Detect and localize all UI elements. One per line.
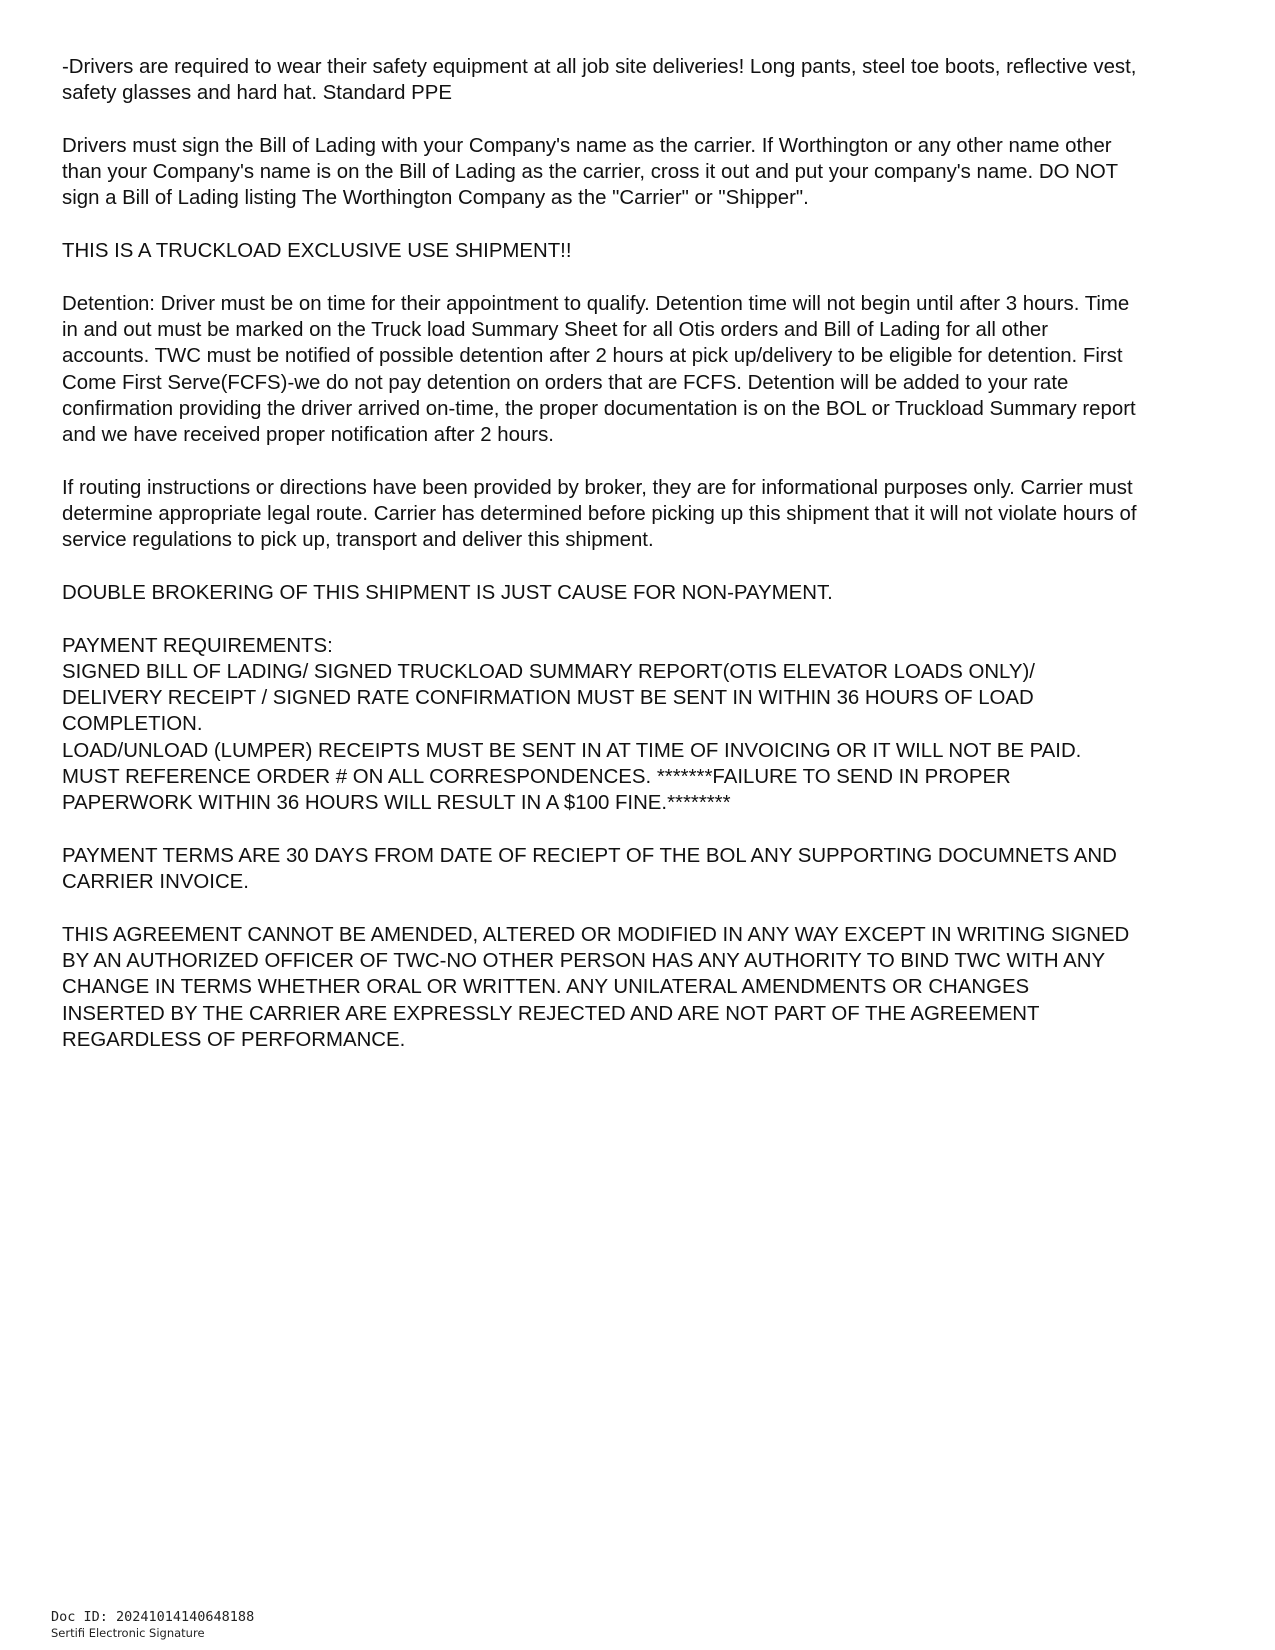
text-line: CARRIER INVOICE. [62, 871, 249, 894]
text-line: LOAD/UNLOAD (LUMPER) RECEIPTS MUST BE SENT IN AT TIME OF INVOICING OR IT WILL NOT BE PAID. [62, 739, 1082, 762]
text-line: Detention: Driver must be on time for their appointment to qualify. Detention time will not begin until after 3 hours. Time [62, 292, 1130, 315]
text-line: service regulations to pick up, transport and deliver this shipment. [62, 529, 654, 552]
text-line: If routing instructions or directions have been provided by broker, they are for informational purposes only. Carrier must [62, 476, 1133, 499]
text-line: Drivers must sign the Bill of Lading with your Company's name as the carrier. If Worthington or any other name other [62, 134, 1112, 157]
text-line: SIGNED BILL OF LADING/ SIGNED TRUCKLOAD SUMMARY REPORT(OTIS ELEVATOR LOADS ONLY)/ [62, 660, 1035, 683]
paragraph-exclusive-use [62, 238, 1222, 264]
text-line: than your Company's name is on the Bill of Lading as the carrier, cross it out and put your company's name. DO NOT [62, 161, 1119, 184]
text-line: DELIVERY RECEIPT / SIGNED RATE CONFIRMATION MUST BE SENT IN WITHIN 36 HOURS OF LOAD [62, 687, 1034, 710]
text-line: accounts. TWC must be notified of possible detention after 2 hours at pick up/delivery to be eligible for detention. First [62, 345, 1123, 368]
text-line: in and out must be marked on the Truck load Summary Sheet for all Otis orders and Bill of Lading for all other [62, 318, 1049, 341]
text-line: PAPERWORK WITHIN 36 HOURS WILL RESULT IN A $100 FINE.******** [62, 792, 731, 815]
text-line: PAYMENT TERMS ARE 30 DAYS FROM DATE OF RECIEPT OF THE BOL ANY SUPPORTING DOCUMNETS AND [62, 844, 1117, 867]
text-line: safety glasses and hard hat. Standard PPE [62, 82, 452, 105]
text-line: THIS IS A TRUCKLOAD EXCLUSIVE USE SHIPMENT!! [62, 240, 572, 263]
text-line: Come First Serve(FCFS)-we do not pay detention on orders that are FCFS. Detention will be added to your rate [62, 371, 1069, 394]
text-line: MUST REFERENCE ORDER # ON ALL CORRESPONDENCES. *******FAILURE TO SEND IN PROPER [62, 766, 1011, 789]
paragraph-bill-of-lading [62, 133, 1222, 212]
signature-provider: Sertifi Electronic Signature [51, 1626, 205, 1640]
text-line: sign a Bill of Lading listing The Worthington Company as the "Carrier" or "Shipper". [62, 187, 809, 210]
paragraph-double-brokering [62, 580, 1222, 606]
paragraph-routing-instructions [62, 475, 1222, 554]
text-line: determine appropriate legal route. Carrier has determined before picking up this shipment that it will not violate hours of [62, 503, 1137, 526]
doc-id: Doc ID: 20241014140648188 [51, 1609, 255, 1625]
text-line: REGARDLESS OF PERFORMANCE. [62, 1028, 406, 1051]
text-line: PAYMENT REQUIREMENTS: [62, 634, 333, 657]
text-line: BY AN AUTHORIZED OFFICER OF TWC-NO OTHER PERSON HAS ANY AUTHORITY TO BIND TWC WITH ANY [62, 950, 1106, 973]
text-line: CHANGE IN TERMS WHETHER ORAL OR WRITTEN. ANY UNILATERAL AMENDMENTS OR CHANGES [62, 976, 1030, 999]
paragraph-safety-equipment [62, 54, 1222, 107]
text-line: -Drivers are required to wear their safety equipment at all job site deliveries! Long pants, steel toe boots, reflective vest, [62, 56, 1137, 78]
paragraph-payment-requirements [62, 633, 1222, 817]
text-line: confirmation providing the driver arrived on-time, the proper documentation is on the BOL or Truckload Summary report [62, 397, 1136, 420]
text-line: COMPLETION. [62, 713, 203, 736]
text-line: and we have received proper notification after 2 hours. [62, 424, 554, 447]
text-line: INSERTED BY THE CARRIER ARE EXPRESSLY REJECTED AND ARE NOT PART OF THE AGREEMENT [62, 1002, 1040, 1025]
text-line: THIS AGREEMENT CANNOT BE AMENDED, ALTERED OR MODIFIED IN ANY WAY EXCEPT IN WRITING SIGNED [62, 923, 1130, 946]
paragraph-agreement-amendment [62, 922, 1222, 1053]
document-footer [51, 1609, 254, 1640]
paragraph-payment-terms [62, 843, 1222, 896]
document-body [62, 54, 1222, 1080]
paragraph-detention [62, 291, 1222, 449]
text-line: DOUBLE BROKERING OF THIS SHIPMENT IS JUST CAUSE FOR NON-PAYMENT. [62, 581, 833, 604]
